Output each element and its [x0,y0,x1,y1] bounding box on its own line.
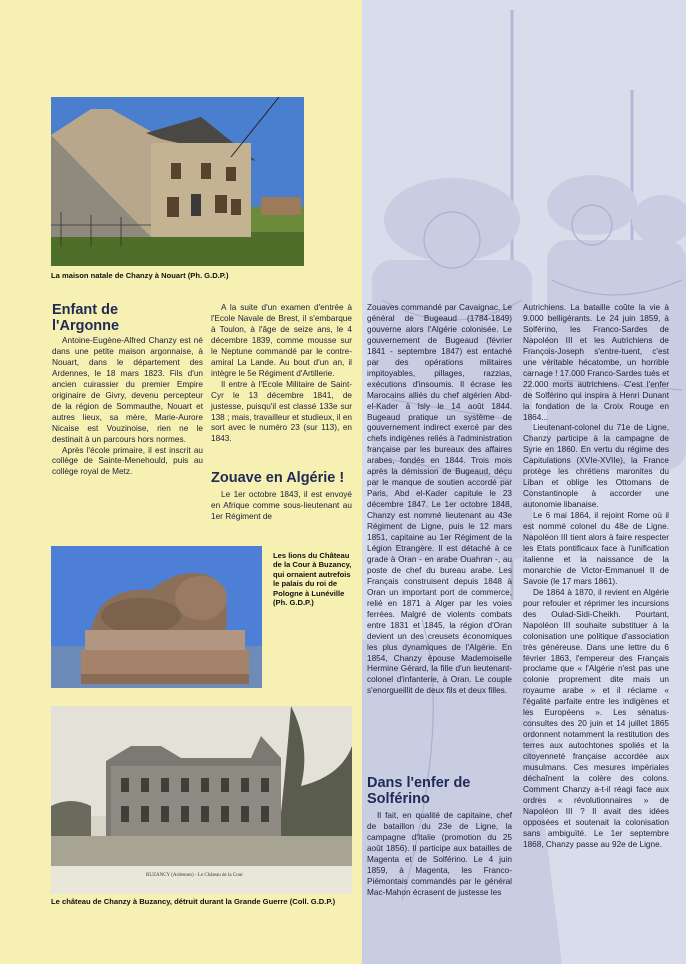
heading-algerie: Zouave en Algérie ! [211,470,345,486]
column-1-text [52,336,203,478]
postcard-title: BUZANCY (Ardennes) - Le Château de la Cour [146,873,243,878]
paragraph: Il entre à l'Ecole Militaire de Saint-Cyr le 13 décembre 1841, de justesse, puisqu'il est classé 133e sur 138 ; mais, travailleur et studieux, il en sort avec le numéro 23 (sur 113), en 1843. [211,379,352,444]
paragraph: Zouaves commandé par Cavaignac. Le général de Bugeaud (1784-1849) gouverne alors l'Algérie colonisée. Le gouvernement de Bugeaud (février 1841 - septembre 1847) est entaché par des opérations militaires impitoyables, pillages, razzias, exécutions d'insoumis. Il écrase les Marocains alliés du chef algérien Abd-el-Kader à Isly le 14 août 1844. Bugeaud pratique un système de gouvernement indirect exercé par des chefs indigènes reliés à l'administration française par les bureaux des affaires arabes, fondés en 1844. Trois mois après la démission de Bugeaud, déçu par le manque de soutien accordé par Paris, Abd el-Kader capitule le 23 décembre 1847. Le 1er octobre 1848, Chanzy est nommé lieutenant au 43e Régiment de Ligne, puis le 12 mars 1851, capitaine au 1er Régiment de la Légion Etrangère. Il est détaché à ce grade à Oran - en arabe Ouahran -, au poste de chef du bureau arabe. Les Français construisent depuis 1848 à Oran un important port de commerce, relié en 1871 à Alger par les voies ferrées. Malgré de violents combats entre 1831 et 1845, la région d'Oran devient un des creusets économiques les plus dynamiques de l'Algérie. En 1854, Chanzy épouse Mademoiselle Hermine Gérard, la fille d'un lieutenant-colonel d'infanterie, à Oran. Le couple s'enorgueillit de deux fils et deux filles. [367,303,512,696]
house-photo [51,97,304,266]
paragraph: Il fait, en qualité de capitaine, chef de bataillon du 23e de Ligne, la campagne d'Italie (promotion du 25 août 1856). Il participe aux batailles de Magenta et de Solférino. Le 4 juin 1859, à Magenta, les Franco-Piémontais commandés par le général Mac-Mahon écrasent de justesse les [367,811,512,897]
chateau-postcard-caption: Le château de Chanzy à Buzancy, détruit durant la Grande Guerre (Coll. G.D.P.) [51,897,336,906]
paragraph: Lieutenant-colonel du 71e de Ligne, Chanzy participe à la campagne de Syrie en 1860. En vertu du régime des Capitulations (XVIe-XVIIe), la France protège les chrétiens maronites du Liban et oblige les Ottomans de Constantinople à accorder une autonomie libanaise. [523,423,669,510]
paragraph: Le 6 mai 1864, il rejoint Rome où il est nommé colonel du 48e de Ligne. Napoléon III tient alors à faire respecter les Etats pontificaux face à l'unification italienne et la naissance de la monarchie de Victor-Emmanuel II de Savoie (le 17 mars 1861). [523,511,669,586]
lions-photo [51,546,262,688]
heading-argonne: Enfant de l'Argonne [52,302,120,334]
paragraph: A la suite d'un examen d'entrée à l'Ecole Navale de Brest, il s'embarque à Toulon, à l'âge de seize ans, le 4 décembre 1839, comme mousse sur le Neptune commandé par le contre-amiral La Lande. Au bout d'un an, il intègre le 5e Régiment d'Artillerie. [211,303,352,378]
chateau-postcard [51,706,352,894]
column-4-text [523,303,669,851]
column-2-text [211,303,352,445]
house-photo-caption: La maison natale de Chanzy à Nouart (Ph. G.D.P.) [51,271,229,280]
column-3-text [367,303,512,697]
paragraph: De 1864 à 1870, il revient en Algérie pour refouler et réprimer les incursions des Oulad-Sidi-Cheikh. Pourtant, Napoléon III souhaite substituer à la colonisation une politique d'association très généreuse. Dans une lettre du 6 février 1863, l'empereur des Français proclame que « l'Algérie n'est pas une colonie proprement dite mais un royaume arabe » et il réclame « l'égalité parfaite entre les indigènes et les Européens ». Les sénatus-consultes des 20 juin et 14 juillet 1865 ordonnent notamment la restitution des terres aux autochtones spoliés et la citoyenneté française accordée aux musulmans. Ces mesures impériales déchaînent la colère des colons. Comment Chanzy a-t-il réagi face aux ordres « révolutionnaires » de Napoléon III ? Il avait des idées opposées et soutenait la colonisation sans ambiguïté. Le 1er septembre 1868, Chanzy passe au 92e de Ligne. [523,587,669,849]
paragraph: Le 1er octobre 1843, il est envoyé en Afrique comme sous-lieutenant au 1er Régiment de [211,490,352,521]
column-3b-text [367,811,512,899]
paragraph: Autrichiens. La bataille coûte la vie à 9.000 belligérants. Le 24 juin 1859, à Solférino, les Franco-Sardes de Napoléon III et les Autrichiens de François-Joseph s'entre-tuent, c'est une véritable hécatombe, un horrible carnage ! 17.000 Franco-Sardes tués et 22.000 morts autrichiens. C'est l'enfer de Solférino qui inspira à Henri Dunant la fondation de la Croix Rouge en 1864... [523,303,669,422]
heading-solferino: Dans l'enfer de Solférino [367,775,471,807]
column-2b-text [211,490,352,523]
lions-photo-caption: Les lions du Château de la Cour à Buzancy, qui ornaient autrefois le palais du roi de Pologne à Lunéville (Ph. G.D.P.) [273,551,352,608]
paragraph: Antoine-Eugène-Alfred Chanzy est né dans une petite maison argonnaise, à Nouart, dans le département des Ardennes, le 18 mars 1823. Fils d'un ancien cuirassier du premier Empire originaire de Givry, devenu percepteur de la région de Sommauthe, Nouart et autres lieux, sa mère, Marie-Aurore Nicaise est Vouzinoise, rien ne le destinait à un parcours hors normes. [52,336,203,444]
paragraph: Après l'école primaire, il est inscrit au collège de Sainte-Menehould, puis au collège royal de Metz. [52,445,203,477]
